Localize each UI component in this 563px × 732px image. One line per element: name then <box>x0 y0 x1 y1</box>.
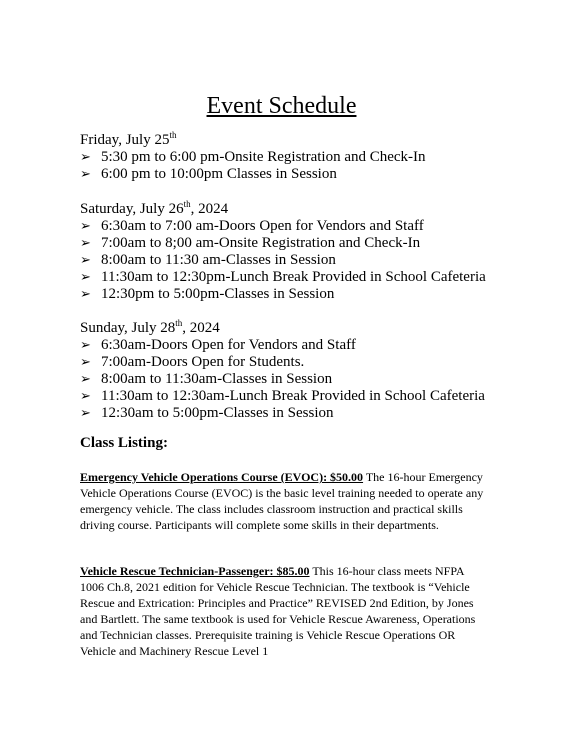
arrow-bullet-icon: ➢ <box>80 167 91 182</box>
schedule-item-text: 7:00am-Doors Open for Students. <box>101 354 305 370</box>
schedule-list <box>80 218 540 303</box>
arrow-bullet-icon: ➢ <box>80 219 91 234</box>
day-heading-year: , 2024 <box>182 320 220 336</box>
schedule-item <box>80 405 540 422</box>
arrow-bullet-icon: ➢ <box>80 389 91 404</box>
day-heading-ordinal: th <box>183 199 191 209</box>
arrow-bullet-icon: ➢ <box>80 355 91 370</box>
schedule-item-text: 6:30am to 7:00 am-Doors Open for Vendors and Staff <box>101 218 424 234</box>
arrow-bullet-icon: ➢ <box>80 287 91 302</box>
schedule-item <box>80 166 540 183</box>
course-title: Emergency Vehicle Operations Course (EVOC): $50.00 <box>80 470 364 484</box>
arrow-bullet-icon: ➢ <box>80 270 91 285</box>
day-heading <box>80 201 540 218</box>
schedule-item <box>80 218 540 235</box>
arrow-bullet-icon: ➢ <box>80 372 91 387</box>
schedule-item <box>80 269 540 286</box>
arrow-bullet-icon: ➢ <box>80 150 91 165</box>
day-heading-label: Sunday, July 28 <box>80 320 176 336</box>
schedule-item-text: 11:30am to 12:30pm-Lunch Break Provided in School Cafeteria <box>101 269 486 285</box>
schedule-item <box>80 371 540 388</box>
course-description: This 16-hour class meets NFPA 1006 Ch.8, 2021 edition for Vehicle Rescue Technician. The textbook is “Vehicle Rescue and Extrication: Principles and Practice” REVISED 2nd Edition, by Jones and Bartlett. The same textbook is used for Vehicle Rescue Awareness, Operations and Technician classes. Prerequisite training is Vehicle Rescue Operations OR Vehicle and Machinery Rescue Level 1 <box>80 564 476 658</box>
course-evoc <box>80 469 490 533</box>
day-heading-year: , 2024 <box>190 201 229 217</box>
class-listing-heading: Class Listing: <box>80 435 168 451</box>
schedule-item <box>80 252 540 269</box>
schedule-item <box>80 388 540 405</box>
day-heading-label: Saturday, July 26 <box>80 201 184 217</box>
day-heading <box>80 132 540 149</box>
day-saturday <box>80 201 540 303</box>
day-heading-ordinal: th <box>169 130 177 140</box>
arrow-bullet-icon: ➢ <box>80 406 91 421</box>
schedule-list <box>80 337 540 422</box>
day-heading <box>80 320 540 337</box>
schedule-item-text: 5:30 pm to 6:00 pm-Onsite Registration and Check-In <box>101 149 426 165</box>
course-vehicle-rescue-technician <box>80 563 490 659</box>
day-heading-label: Friday, July 25 <box>80 132 170 148</box>
schedule-item-text: 7:00am to 8;00 am-Onsite Registration and Check-In <box>101 235 421 251</box>
schedule-item <box>80 235 540 252</box>
schedule-item <box>80 149 540 166</box>
course-description: The 16-hour Emergency Vehicle Operations Course (EVOC) is the basic level training needed to operate any emergency vehicle. The class includes classroom instruction and practical skills driving course. Participants will complete some skills in their departments. <box>80 470 484 532</box>
page-title: Event Schedule <box>206 93 357 119</box>
schedule-list <box>80 149 540 183</box>
arrow-bullet-icon: ➢ <box>80 253 91 268</box>
schedule-item-text: 6:30am-Doors Open for Vendors and Staff <box>101 337 356 353</box>
schedule-item-text: 8:00am to 11:30am-Classes in Session <box>101 371 333 387</box>
schedule-item-text: 8:00am to 11:30 am-Classes in Session <box>101 252 336 268</box>
schedule-item-text: 12:30pm to 5:00pm-Classes in Session <box>101 286 335 302</box>
course-title: Vehicle Rescue Technician-Passenger: $85.00 <box>80 564 310 578</box>
day-friday <box>80 132 540 183</box>
schedule-item <box>80 354 540 371</box>
schedule-item-text: 12:30am to 5:00pm-Classes in Session <box>101 405 334 421</box>
day-sunday <box>80 320 540 422</box>
schedule-item-text: 6:00 pm to 10:00pm Classes in Session <box>101 166 337 182</box>
arrow-bullet-icon: ➢ <box>80 338 91 353</box>
arrow-bullet-icon: ➢ <box>80 236 91 251</box>
schedule-item-text: 11:30am to 12:30am-Lunch Break Provided in School Cafeteria <box>101 388 485 404</box>
day-heading-ordinal: th <box>175 318 183 328</box>
schedule-item <box>80 337 540 354</box>
schedule-item <box>80 286 540 303</box>
